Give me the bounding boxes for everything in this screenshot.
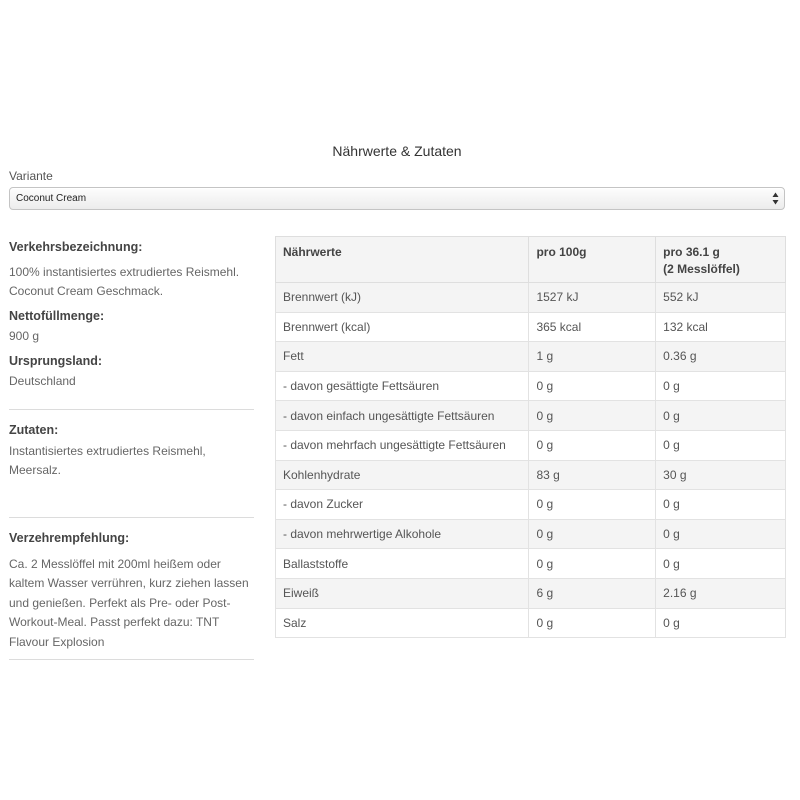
verzehrempfehlung-heading: Verzehrempfehlung: [9, 531, 130, 545]
nutrient-per100: 0 g [529, 519, 656, 549]
nutrient-per-serving: 552 kJ [656, 283, 786, 313]
table-row [276, 460, 786, 490]
table-row [276, 401, 786, 431]
nutrient-name: - davon einfach ungesättigte Fettsäuren [276, 401, 529, 431]
nettofuellmenge-heading: Nettofüllmenge: [9, 308, 105, 323]
header-naehrwerte: Nährwerte [276, 237, 529, 283]
nutrient-per100: 0 g [529, 608, 656, 638]
nutrient-name: Fett [276, 342, 529, 372]
ingredients-section [9, 410, 254, 518]
table-row [276, 578, 786, 608]
nutrient-per-serving: 0 g [656, 608, 786, 638]
verzehrempfehlung-text: Ca. 2 Messlöffel mit 200ml heißem oder kaltem Wasser verrühren, kurz ziehen lassen und genießen. Perfekt als Pre- oder Post-Workout-Meal. Passt perfekt dazu: TNT Flavour Explosion [9, 556, 249, 649]
variant-label: Variante [9, 169, 53, 183]
nutrient-per100: 1527 kJ [529, 283, 656, 313]
nutrient-name: Ballaststoffe [276, 549, 529, 579]
table-row [276, 283, 786, 313]
nutrient-per-serving: 0 g [656, 430, 786, 460]
table-row [276, 312, 786, 342]
nutrition-table [275, 236, 786, 638]
nutrient-name: - davon Zucker [276, 490, 529, 520]
header-pro-portion [656, 237, 786, 283]
nutrient-per100: 0 g [529, 371, 656, 401]
nutrient-name: Brennwert (kJ) [276, 283, 529, 313]
table-row [276, 430, 786, 460]
nutrient-per-serving: 0 g [656, 549, 786, 579]
page-title: Nährwerte & Zutaten [332, 143, 462, 159]
nutrient-per-serving: 2.16 g [656, 578, 786, 608]
product-info-section [9, 238, 254, 410]
nutrient-per100: 0 g [529, 430, 656, 460]
variant-selected-value: Coconut Cream [16, 193, 87, 204]
nutrient-per-serving: 0 g [656, 371, 786, 401]
nutrient-per-serving: 30 g [656, 460, 786, 490]
select-updown-icon [772, 191, 779, 206]
zutaten-text: Instantisiertes extrudiertes Reismehl, Meersalz. [9, 443, 206, 477]
nutrient-name: - davon mehrfach ungesättigte Fettsäuren [276, 430, 529, 460]
nutrient-per100: 6 g [529, 578, 656, 608]
table-row [276, 371, 786, 401]
verkehrsbezeichnung-heading: Verkehrsbezeichnung: [9, 240, 143, 254]
table-row [276, 490, 786, 520]
table-row [276, 549, 786, 579]
nutrient-per100: 0 g [529, 401, 656, 431]
usage-section [9, 518, 254, 660]
nutrient-name: Eiweiß [276, 578, 529, 608]
nutrient-name: Kohlenhydrate [276, 460, 529, 490]
nutrient-per-serving: 0 g [656, 490, 786, 520]
verkehrsbezeichnung-text: 100% instantisiertes extrudiertes Reismehl. Coconut Cream Geschmack. [9, 264, 240, 298]
variant-select[interactable] [9, 187, 785, 210]
nutrient-per100: 0 g [529, 490, 656, 520]
nutrient-per100: 0 g [529, 549, 656, 579]
ursprungsland-text: Deutschland [9, 374, 76, 388]
table-row [276, 342, 786, 372]
ursprungsland-heading: Ursprungsland: [9, 353, 103, 368]
nutrient-per-serving: 0 g [656, 519, 786, 549]
nutrient-per-serving: 132 kcal [656, 312, 786, 342]
nutrient-name: - davon gesättigte Fettsäuren [276, 371, 529, 401]
header-pro-portion-line1: pro 36.1 g [663, 245, 720, 259]
header-pro-portion-line2: (2 Messlöffel) [663, 262, 740, 276]
nutrient-name: - davon mehrwertige Alkohole [276, 519, 529, 549]
table-row [276, 608, 786, 638]
nutrient-name: Salz [276, 608, 529, 638]
nettofuellmenge-text: 900 g [9, 329, 40, 343]
nutrient-per100: 365 kcal [529, 312, 656, 342]
nutrient-per100: 83 g [529, 460, 656, 490]
zutaten-heading: Zutaten: [9, 423, 59, 437]
table-header-row [276, 237, 786, 283]
nutrient-per100: 1 g [529, 342, 656, 372]
header-pro-100g: pro 100g [529, 237, 656, 283]
product-info-column [9, 236, 254, 660]
nutrient-per-serving: 0.36 g [656, 342, 786, 372]
nutrient-name: Brennwert (kcal) [276, 312, 529, 342]
table-row [276, 519, 786, 549]
nutrient-per-serving: 0 g [656, 401, 786, 431]
